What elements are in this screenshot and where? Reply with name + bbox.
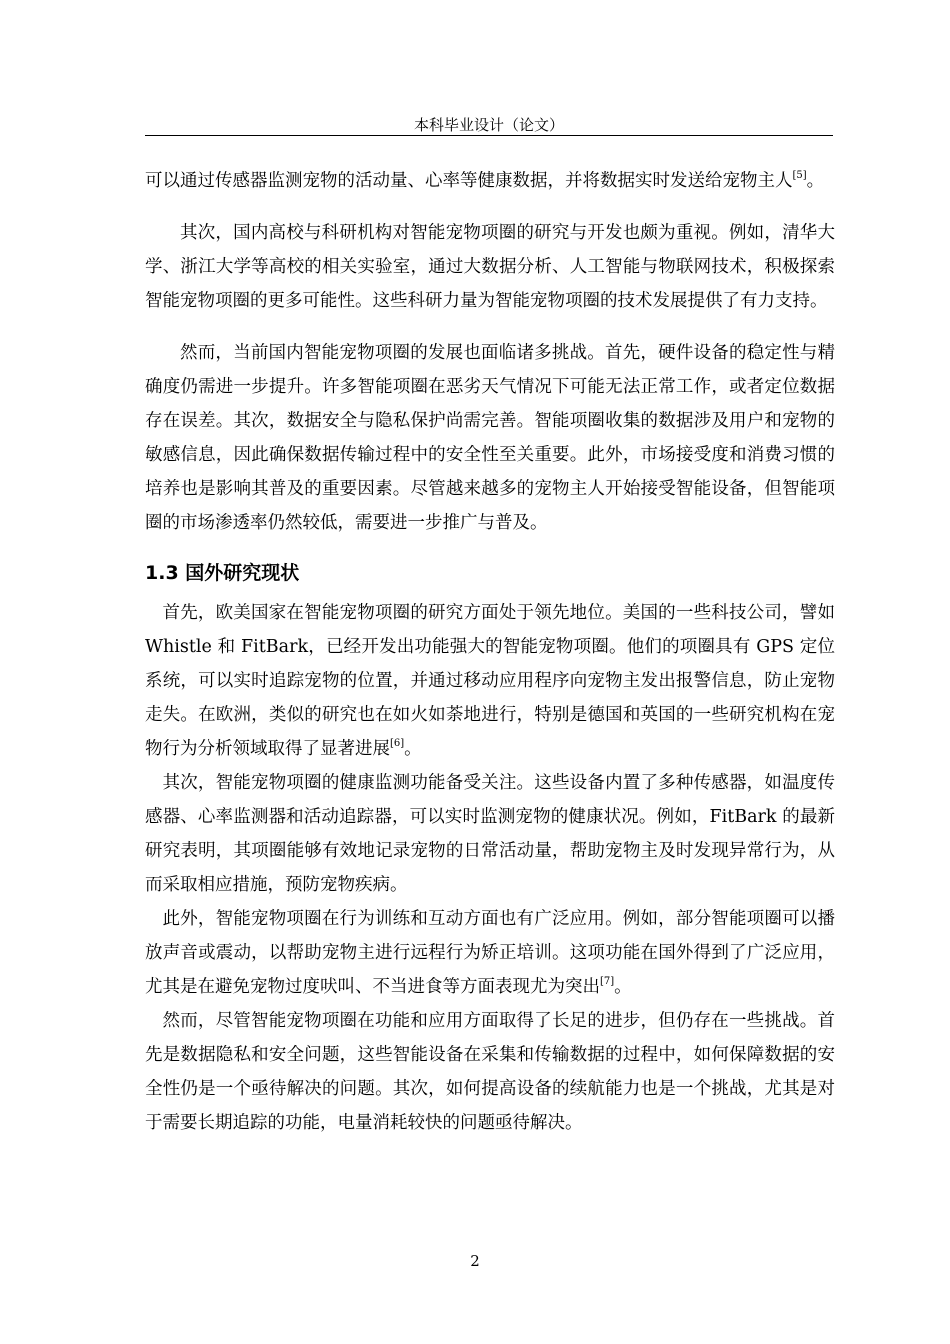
page-body [145, 164, 835, 1140]
paragraph-domestic-research: 其次，国内高校与科研机构对智能宠物项圈的研究与开发也颇为重视。例如，清华大学、浙江大学等高校的相关实验室，通过大数据分析、人工智能与物联网技术，积极探索智能宠物项圈的更多可能性。这些科研力量为智能宠物项圈的技术发展提供了有力支持。 [145, 223, 835, 311]
citation-ref: [6] [390, 738, 405, 749]
citation-ref: [5] [792, 170, 807, 181]
paragraph-text: 此外，智能宠物项圈在行为训练和互动方面也有广泛应用。例如，部分智能项圈可以播放声音或震动，以帮助宠物主进行远程行为矫正培训。这项功能在国外得到了广泛应用，尤其是在避免宠物过度吠叫、不当进食等方面表现尤为突出 [145, 909, 835, 997]
header-rule [145, 135, 833, 136]
paragraph-continuation: 可以通过传感器监测宠物的活动量、心率等健康数据，并将数据实时发送给宠物主人[5]。 [145, 170, 825, 191]
paragraph-health-monitoring: 其次，智能宠物项圈的健康监测功能备受关注。这些设备内置了多种传感器，如温度传感器、心率监测器和活动追踪器，可以实时监测宠物的健康状况。例如，FitBark 的最新研究表明，其项圈能够有效地记录宠物的日常活动量，帮助宠物主及时发现异常行为，从而采取相应措施，预防宠物疾病。 [145, 773, 835, 895]
citation-ref: [7] [600, 976, 615, 987]
paragraph-text: 可以通过传感器监测宠物的活动量、心率等健康数据，并将数据实时发送给宠物主人 [145, 171, 793, 191]
paragraph-text: 首先，欧美国家在智能宠物项圈的研究方面处于领先地位。美国的一些科技公司，譬如 Whistle 和 FitBark，已经开发出功能强大的智能宠物项圈。他们的项圈具有 GPS 定位系统，可以实时追踪宠物的位置，并通过移动应用程序向宠物主发出报警信息，防止宠物走失。在欧洲，类似的研究也在如火如荼地进行，特别是德国和英国的一些研究机构在宠物行为分析领域取得了显著进展 [145, 603, 835, 759]
section-heading: 1.3 国外研究现状 [145, 562, 300, 584]
paragraph-foreign-challenges: 然而，尽管智能宠物项圈在功能和应用方面取得了长足的进步，但仍存在一些挑战。首先是数据隐私和安全问题，这些智能设备在采集和传输数据的过程中，如何保障数据的安全性仍是一个亟待解决的问题。其次，如何提高设备的续航能力也是一个挑战，尤其是对于需要长期追踪的功能，电量消耗较快的问题亟待解决。 [145, 1011, 835, 1133]
paragraph-domestic-challenges: 然而，当前国内智能宠物项圈的发展也面临诸多挑战。首先，硬件设备的稳定性与精确度仍需进一步提升。许多智能项圈在恶劣天气情况下可能无法正常工作，或者定位数据存在误差。其次，数据安全与隐私保护尚需完善。智能项圈收集的数据涉及用户和宠物的敏感信息，因此确保数据传输过程中的安全性至关重要。此外，市场接受度和消费习惯的培养也是影响其普及的重要因素。尽管越来越多的宠物主人开始接受智能设备，但智能项圈的市场渗透率仍然较低，需要进一步推广与普及。 [145, 343, 835, 533]
paragraph-foreign-lead: 首先，欧美国家在智能宠物项圈的研究方面处于领先地位。美国的一些科技公司，譬如 Whistle 和 FitBark，已经开发出功能强大的智能宠物项圈。他们的项圈具有 GPS 定位系统，可以实时追踪宠物的位置，并通过移动应用程序向宠物主发出报警信息，防止宠物走失。在欧洲，类似的研究也在如火如荼地进行，特别是德国和英国的一些研究机构在宠物行为分析领域取得了显著进展[6]。 [145, 603, 835, 759]
page-number: 2 [470, 1252, 480, 1270]
page-header-title: 本科毕业设计（论文） [413, 116, 564, 134]
paragraph-behavior-training: 此外，智能宠物项圈在行为训练和互动方面也有广泛应用。例如，部分智能项圈可以播放声音或震动，以帮助宠物主进行远程行为矫正培训。这项功能在国外得到了广泛应用，尤其是在避免宠物过度吠叫、不当进食等方面表现尤为突出[7]。 [145, 909, 835, 997]
